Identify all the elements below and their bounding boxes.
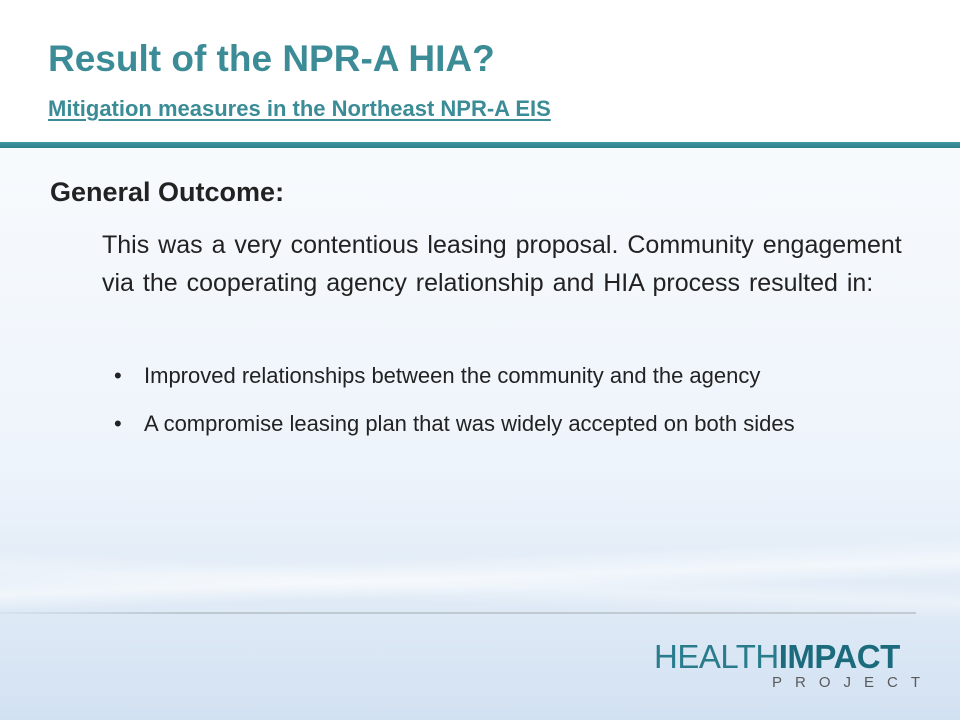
bullet-icon: • [114,363,122,388]
bullet-text: Improved relationships between the community and the agency [144,363,761,388]
logo-wordmark [654,640,900,673]
slide-title: Result of the NPR-A HIA? [48,38,495,79]
logo-word-impact: IMPACT [778,638,900,675]
logo-word-project: PROJECT [772,674,934,691]
logo-word-health: HEALTH [654,638,779,675]
body-paragraph: This was a very contentious leasing proposal. Community engagement via the cooperating agency relationship and HIA process resulted in: [102,231,902,297]
list-item [102,408,902,440]
bullet-icon: • [114,411,122,436]
health-impact-project-logo [654,638,934,692]
section-heading: General Outcome: [50,177,285,207]
bullet-list [102,360,902,456]
list-item [102,360,902,392]
title-area [0,0,960,142]
subtitle-link[interactable]: Mitigation measures in the Northeast NPR-A EIS [48,96,551,121]
bullet-text: A compromise leasing plan that was widely accepted on both sides [144,411,795,436]
footer-divider [0,612,916,614]
